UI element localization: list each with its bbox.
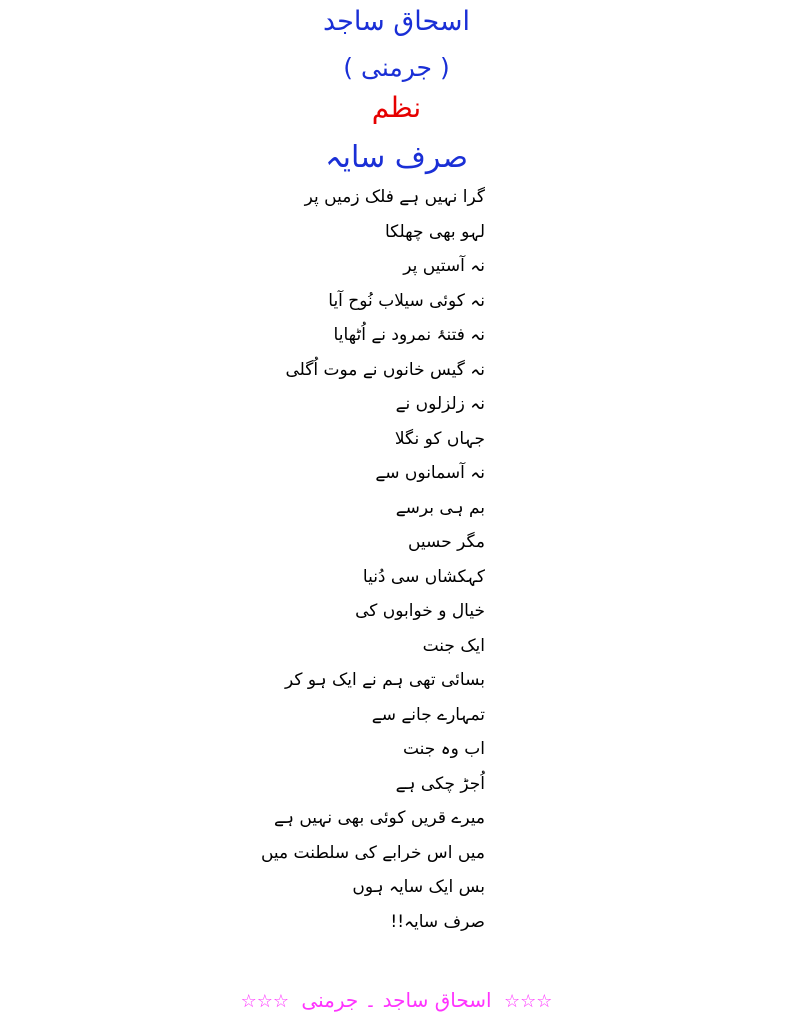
poem-line: میرے قریں کوئی بھی نہیں ہے: [274, 808, 485, 828]
poem-body: [260, 180, 485, 939]
author-country: ( جرمنی ): [343, 53, 450, 82]
poem-line: بسائی تھی ہم نے ایک ہو کر: [285, 670, 485, 690]
poem-line: گرا نہیں ہے فلک زمیں پر: [304, 187, 485, 207]
poem-line: لہو بھی چھلکا: [384, 221, 485, 242]
poem-line: میں اس خرابے کی سلطنت میں: [260, 842, 485, 863]
poem-title: صرف سایہ: [325, 140, 468, 175]
poem-line: خیال و خوابوں کی: [355, 601, 485, 621]
footer-signature: [0, 982, 793, 1020]
poem-line: تمہارے جانے سے: [371, 704, 485, 725]
poem-line: نہ گیس خانوں نے موت اُگلی: [285, 359, 485, 380]
poem-line: نہ کوئی سیلاب نُوح آیا: [328, 290, 485, 311]
author-name: اسحاق ساجد: [322, 6, 471, 37]
poem-line: اب وہ جنت: [402, 739, 485, 759]
footer-author-text: اسحاق ساجد ۔ جرمنی: [301, 988, 492, 1012]
poem-line: ایک جنت: [422, 635, 485, 656]
star-icons-right: ☆☆☆: [503, 991, 553, 1012]
poem-line: بم ہی برسے: [395, 497, 485, 518]
poem-line: مگر حسیں: [407, 532, 485, 552]
poem-line: اُجڑ چکی ہے: [395, 773, 485, 794]
star-icons-left: ☆☆☆: [240, 991, 290, 1012]
poem-line: نہ زلزلوں نے: [395, 394, 485, 414]
poem-line: بس ایک سایہ ہوں: [352, 877, 485, 897]
genre-label: نظم: [371, 91, 422, 124]
poem-line: نہ فتنۂ نمرود نے اُٹھایا: [333, 325, 485, 345]
poem-line: نہ آستیں پر: [403, 256, 485, 276]
poem-line: کہکشاں سی دُنیا: [362, 566, 485, 587]
poem-line: جہاں کو نگلا: [394, 428, 485, 449]
poem-line: نہ آسمانوں سے: [375, 463, 485, 483]
poem-line: صرف سایہ!!: [390, 911, 485, 932]
